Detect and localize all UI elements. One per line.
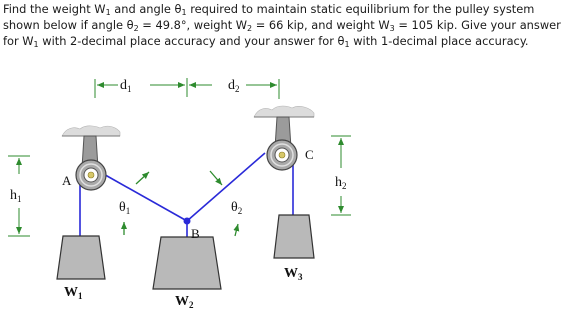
text-run: = 49.8°, weight W <box>138 18 248 32</box>
weight-w3 <box>274 215 314 258</box>
text-run: shown below if angle θ <box>3 18 134 32</box>
label-theta2: $\theta_2$ <box>231 200 243 216</box>
text-run: = 105 kip. Give your answer <box>394 18 561 32</box>
subscript: 1 <box>344 40 350 49</box>
label-h1: $h_1$ <box>10 188 22 204</box>
text-run: with 2-decimal place accuracy and your answer for θ <box>38 34 345 48</box>
text-run: Find the weight W <box>3 2 106 16</box>
subscript: 1 <box>181 8 187 17</box>
text-run: with 1-decimal place accuracy. <box>349 34 529 48</box>
pulley-a <box>76 136 106 190</box>
label-b: B <box>191 226 200 241</box>
label-w3: $W_3$ <box>284 266 303 282</box>
subscript: 1 <box>33 40 39 49</box>
label-w1: $W_1$ <box>64 285 83 301</box>
label-d2: $d_2$ <box>228 78 240 94</box>
dimension-lines <box>8 78 351 236</box>
subscript: 1 <box>105 8 111 17</box>
text-run: = 66 kip, and weight W <box>252 18 390 32</box>
subscript: 2 <box>133 24 139 33</box>
problem-line-1 <box>3 2 534 16</box>
subscript: 2 <box>247 24 253 33</box>
label-a: A <box>62 173 72 188</box>
text-run: and angle θ <box>110 2 182 16</box>
pulley-system-figure <box>0 60 571 316</box>
label-theta1: $\theta_1$ <box>119 200 131 216</box>
knot-b <box>184 218 191 225</box>
label-d1: $d_1$ <box>120 78 132 94</box>
label-c: C <box>305 147 314 162</box>
weight-w2 <box>153 237 221 289</box>
label-h2: $h_2$ <box>335 175 347 191</box>
label-w2: $W_2$ <box>175 294 194 310</box>
problem-statement <box>3 1 569 49</box>
ceiling-left <box>62 126 120 136</box>
problem-line-2 <box>3 18 561 32</box>
subscript: 3 <box>389 24 395 33</box>
ceiling-right <box>254 106 314 117</box>
weight-w1 <box>57 236 105 279</box>
text-run: required to maintain static equilibrium for the pulley system <box>186 2 535 16</box>
problem-line-3 <box>3 34 529 48</box>
text-run: for W <box>3 34 34 48</box>
force-arrows <box>124 171 238 236</box>
pulley-c <box>267 117 297 170</box>
